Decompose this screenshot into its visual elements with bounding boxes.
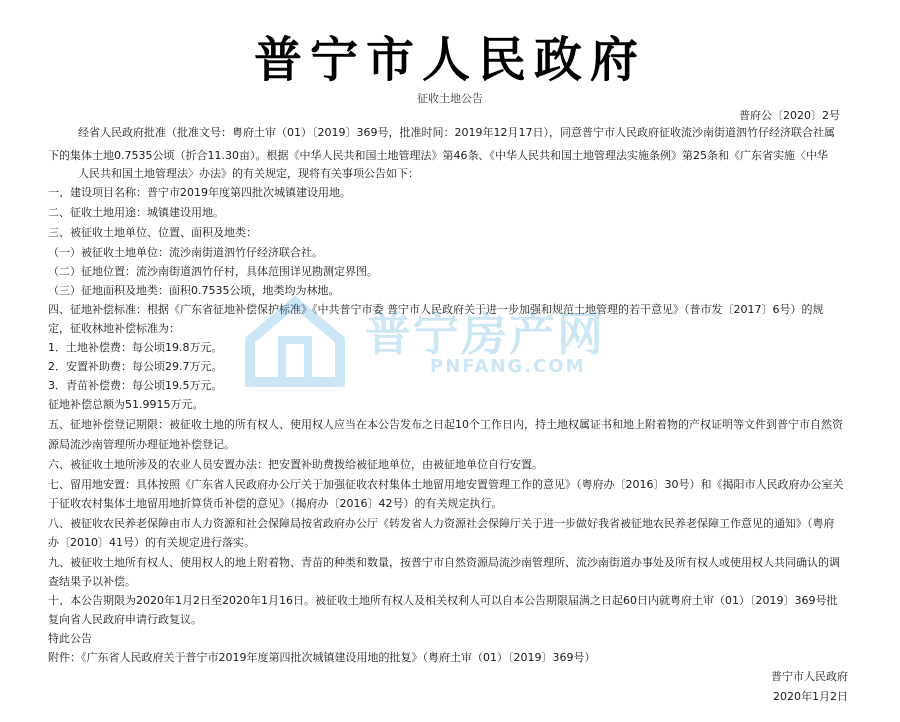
watermark-text: 普宁房产网	[365, 307, 605, 361]
body-line: 1．土地补偿费：每公顷19.8万元。	[48, 341, 223, 354]
issuer-signature: 普宁市人民政府	[771, 670, 848, 683]
body-line: 定，征收林地补偿标准为：	[48, 322, 180, 335]
attachment-line: 附件：《广东省人民政府关于普宁市2019年度第四批次城镇建设用地的批复》（粤府土审（01）〔2019〕369号）	[48, 651, 596, 664]
watermark-domain: PNFANG.COM	[430, 356, 586, 377]
body-line: 复向省人民政府申请行政复议。	[48, 613, 202, 626]
body-line: 于征收农村集体土地留用地折算货币补偿的意见》（揭府办〔2016〕42号）的有关规定执行。	[48, 497, 503, 510]
body-line: 下的集体土地0.7535公顷（折合11.30亩）。根据《中华人民共和国土地管理法》第46条、《中华人民共和国土地管理法实施条例》第25条和《广东省实施〈中华	[48, 149, 828, 162]
body-line: （三）征地面积及地类：面积0.7535公顷，地类均为林地。	[48, 284, 340, 297]
body-line: 八、被征收农民养老保障由市人力资源和社会保障局按省政府办公厅《转发省人力资源社会保障厅关于进一步做好我省被征地农民养老保障工作意见的通知》（粤府	[48, 517, 835, 530]
body-line: （一）被征收土地单位：流沙南街道泗竹仔经济联合社。	[48, 246, 323, 259]
body-line: 四、征地补偿标准：根据《广东省征地补偿保护标准》《中共普宁市委 普宁市人民政府关于进一步加强和规范土地管理的若干意见》（普市发〔2017〕6号）的规	[48, 303, 824, 316]
body-line: （二）征地位置：流沙南街道泗竹仔村，具体范围详见勘测定界图。	[48, 265, 378, 278]
body-line: 2．安置补助费：每公顷29.7万元。	[48, 360, 223, 373]
body-line: 五、征地补偿登记期限：被征收土地的所有权人、使用权人应当在本公告发布之日起10个工作日内，持土地权属证书和地上附着物的产权证明等文件到普宁市自然资	[48, 418, 843, 431]
body-line: 源局流沙南管理所办理征地补偿登记。	[48, 438, 235, 451]
body-line: 查结果予以补偿。	[48, 575, 136, 588]
body-line: 人民共和国土地管理法〉办法》的有关规定，现将有关事项公告如下：	[78, 167, 419, 180]
body-line: 办〔2010〕41号）的有关规定进行落实。	[48, 536, 255, 549]
page-subtitle: 征收土地公告	[417, 92, 483, 105]
body-line: 三、被征收土地单位、位置、面积及地类：	[48, 226, 257, 239]
page-title: 普宁市人民政府	[253, 32, 646, 88]
body-line: 经省人民政府批准（批准文号：粤府土审（01）〔2019〕369号，批准时间：2019年12月17日），同意普宁市人民政府征收流沙南街道泗竹仔经济联合社属	[78, 126, 835, 139]
body-line: 征地补偿总额为51.9915万元。	[48, 398, 204, 411]
body-line: 3．青苗补偿费：每公顷19.5万元。	[48, 379, 223, 392]
body-line: 七、留用地安置：具体按照《广东省人民政府办公厅关于加强征收农村集体土地留用地安置管理工作的意见》（粤府办〔2016〕30号）和《揭阳市人民政府办公室关	[48, 478, 844, 491]
body-line: 十、本公告期限为2020年1月2日至2020年1月16日。被征收土地所有权人及相关权利人可以自本公告期限届满之日起60日内就粤府土审（01）〔2019〕369号批	[48, 594, 838, 607]
document-number: 普府公〔2020〕2号	[739, 109, 840, 122]
issue-date: 2020年1月2日	[773, 690, 848, 703]
body-line: 九、被征收土地所有权人、使用权人的地上附着物、青苗的种类和数量，按普宁市自然资源局流沙南管理所、流沙南街道办事处及所有权人或使用权人共同确认的调	[48, 556, 840, 569]
body-line: 特此公告	[48, 632, 92, 645]
body-line: 二、征收土地用途：城镇建设用地。	[48, 206, 224, 219]
body-line: 六、被征收土地所涉及的农业人员安置办法：把安置补助费拨给被征地单位，由被征地单位自行安置。	[48, 458, 543, 471]
body-line: 一、建设项目名称：普宁市2019年度第四批次城镇建设用地。	[48, 186, 351, 199]
